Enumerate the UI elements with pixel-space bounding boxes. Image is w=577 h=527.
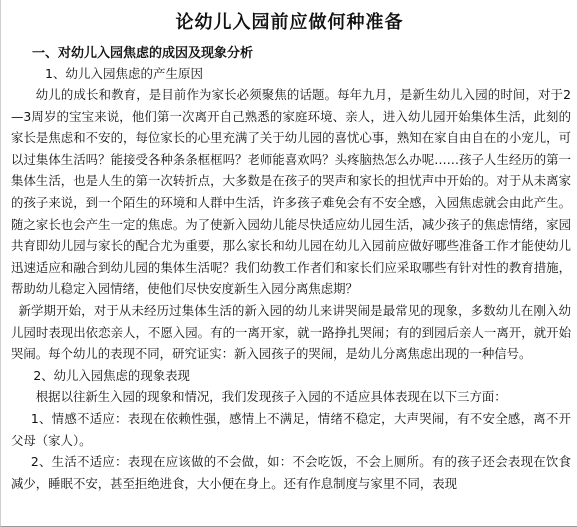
- subsection-heading-2: 2、幼儿入园焦虑的现象表现: [33, 367, 190, 383]
- document-body: [11, 84, 571, 494]
- paragraph-1: 幼儿的成长和教育，是目前作为家长必须聚焦的话题。每年九月，是新生幼儿入园的时间，对于2—3周岁的宝宝来说，他们第一次离开自己熟悉的家庭环境、亲人，进入幼儿园开始集体生活，此刻的家长是焦虑和不安的，每位家长的心里充满了关于幼儿园的喜忧心事，熟知在家自由自在的小宠儿，可以过集体生活吗？能接受各种条条框框吗？老师能喜欢吗？头疼脑热怎么办呢……孩子人生经历的第一集体生活，也是人生的第一次转折点，大多数是在孩子的哭声和家长的担忧声中开始的。对于从未离家的孩子来说，到一个陌生的环境和人群中生活，许多孩子难免会有不安全感，入园焦虑就会由此产生。随之家长也会产生一定的焦虑。为了使新入园幼儿能尽快适应幼儿园生活，减少孩子的焦虑情绪，家园共育即幼儿园与家长的配合尤为重要，那么家长和幼儿园在幼儿入园前应做好哪些准备工作才能使幼儿迅速适应和融合到幼儿园的集体生活呢？我们幼教工作者们和家长们应采取哪些有针对性的教育措施，帮助幼儿稳定入园情绪，使他们尽快安度新生入园分离焦虑期？: [11, 87, 571, 297]
- list-item-2: 2、生活不适应：表现在应该做的不会做，如：不会吃饭，不会上厕所。有的孩子还会表现在饮食减少，睡眠不安，甚至拒绝进食，大小便在身上。还有作息制度与家里不同，表现: [11, 454, 571, 491]
- section-heading: 一、对幼儿入园焦虑的成因及现象分析: [32, 46, 254, 61]
- subsection-heading-1: 1、幼儿入园焦虑的产生原因: [45, 66, 203, 81]
- document-title: 论幼儿入园前应做何种准备: [175, 12, 404, 33]
- paragraph-2: 新学期开始，对于从未经历过集体生活的新入园的幼儿来讲哭闹是最常见的现象，多数幼儿在刚入幼儿园时表现出依恋亲人，不愿入园。有的一离开家，就一路挣扎哭闹；有的到园后亲人一离开，就开始哭闹。每个幼儿的表现不同，研究证实：新入园孩子的哭闹，是幼儿分离焦虑出现的一种信号。: [11, 302, 571, 362]
- paragraph-3: 根据以往新生入园的现象和情况，我们发现孩子入园的不适应具体表现在以下三方面：: [35, 389, 507, 405]
- list-item-1: 1、情感不适应：表现在依赖性强，感情上不满足，情绪不稳定，大声哭闹，有不安全感，离不开父母（家人）。: [11, 410, 571, 448]
